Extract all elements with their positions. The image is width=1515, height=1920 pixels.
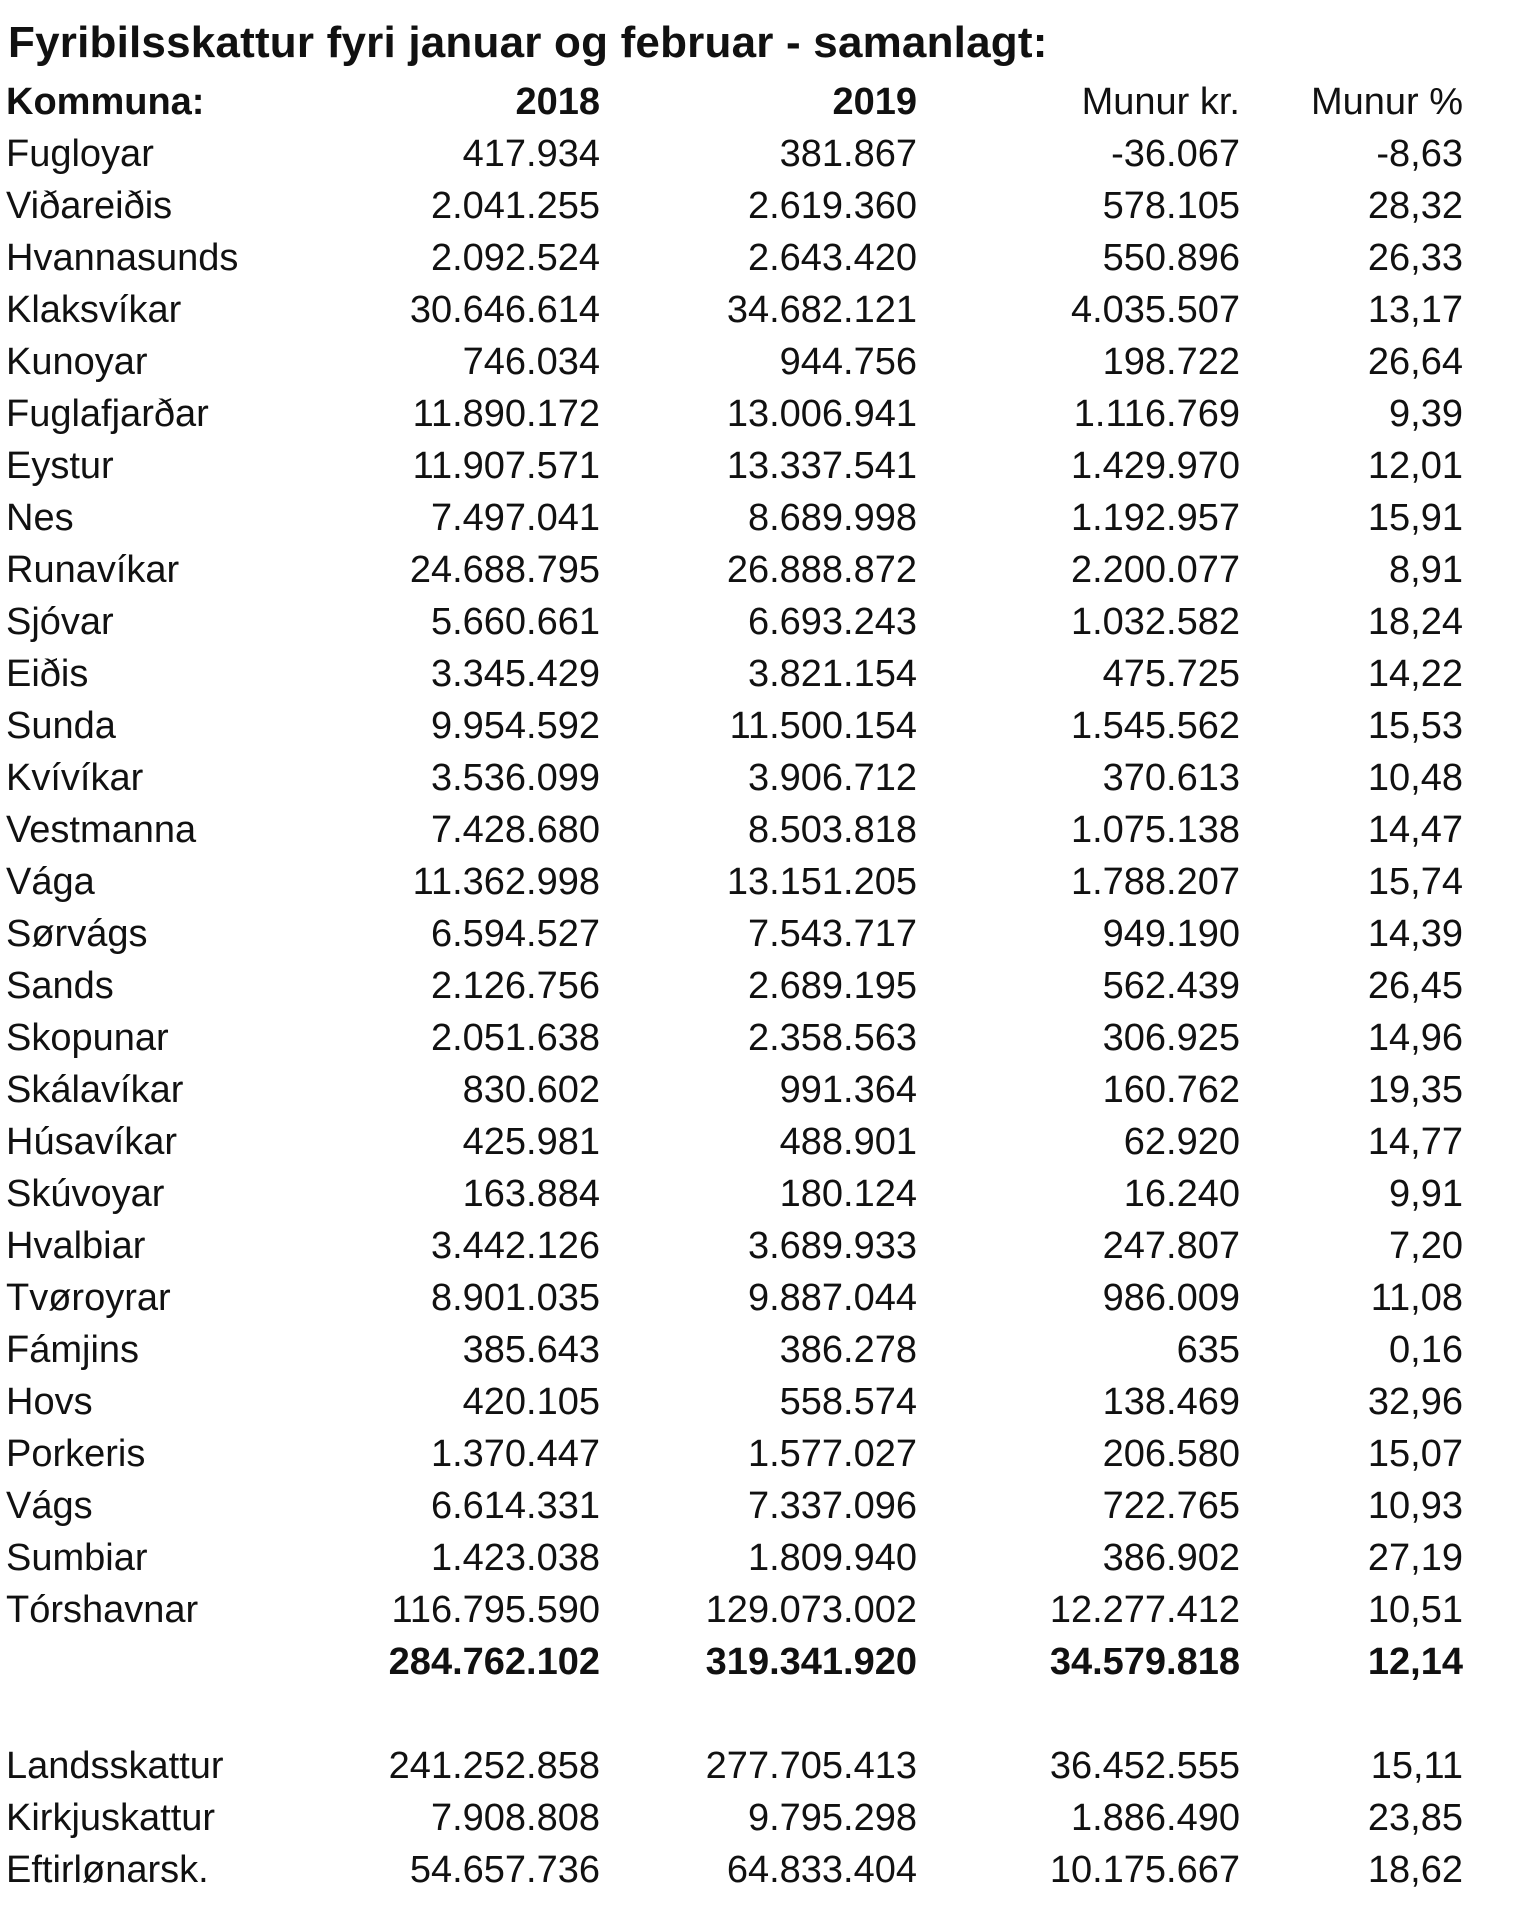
table-row bbox=[0, 1324, 1515, 1376]
row-diff-pct: 26,64 bbox=[1367, 341, 1463, 383]
row-2018: 6.594.527 bbox=[430, 913, 600, 955]
row-diff-kr: 550.896 bbox=[1102, 237, 1240, 279]
row-diff-kr: 138.469 bbox=[1102, 1381, 1240, 1423]
row-2019: 26.888.872 bbox=[726, 549, 917, 591]
row-name: Sjóvar bbox=[6, 601, 114, 643]
table-row bbox=[0, 128, 1515, 180]
row-diff-pct: 15,07 bbox=[1367, 1433, 1463, 1475]
row-diff-kr: 1.032.582 bbox=[1070, 601, 1240, 643]
row-2018: 24.688.795 bbox=[409, 549, 600, 591]
row-diff-pct: 18,62 bbox=[1367, 1849, 1463, 1891]
row-diff-kr: 386.902 bbox=[1102, 1537, 1240, 1579]
row-diff-kr: 475.725 bbox=[1102, 653, 1240, 695]
table-row bbox=[0, 492, 1515, 544]
row-2018: 385.643 bbox=[462, 1329, 600, 1371]
row-diff-kr: 198.722 bbox=[1102, 341, 1240, 383]
row-2019: 3.906.712 bbox=[747, 757, 917, 799]
row-name: Vágs bbox=[6, 1485, 93, 1527]
row-2018: 54.657.736 bbox=[409, 1849, 600, 1891]
row-diff-kr: 949.190 bbox=[1102, 913, 1240, 955]
row-diff-pct: -8,63 bbox=[1376, 133, 1463, 175]
table-row bbox=[0, 1064, 1515, 1116]
row-diff-kr: 16.240 bbox=[1123, 1173, 1240, 1215]
row-diff-kr: 635 bbox=[1176, 1329, 1240, 1371]
row-2018: 11.907.571 bbox=[412, 445, 600, 487]
header-municipality: Kommuna: bbox=[6, 81, 205, 123]
row-diff-kr: 10.175.667 bbox=[1049, 1849, 1240, 1891]
row-name: Skopunar bbox=[6, 1017, 169, 1059]
row-diff-kr: 1.116.769 bbox=[1073, 393, 1240, 435]
row-diff-pct: 26,33 bbox=[1367, 237, 1463, 279]
table-row bbox=[0, 908, 1515, 960]
row-2019: 558.574 bbox=[779, 1381, 917, 1423]
row-name: Tvøroyrar bbox=[6, 1277, 171, 1319]
row-diff-kr: 562.439 bbox=[1102, 965, 1240, 1007]
row-2018: 11.362.998 bbox=[412, 861, 600, 903]
table-row bbox=[0, 700, 1515, 752]
row-name: Runavíkar bbox=[6, 549, 180, 591]
row-2018: 420.105 bbox=[462, 1381, 600, 1423]
header-diff-pct: Munur % bbox=[1310, 81, 1463, 123]
table-row bbox=[0, 1584, 1515, 1636]
row-2019: 34.682.121 bbox=[726, 289, 917, 331]
row-2019: 11.500.154 bbox=[729, 705, 917, 747]
row-2018: 3.442.126 bbox=[430, 1225, 600, 1267]
table-row bbox=[0, 544, 1515, 596]
row-diff-pct: 32,96 bbox=[1367, 1381, 1463, 1423]
row-name: Kvívíkar bbox=[6, 757, 144, 799]
row-2019: 6.693.243 bbox=[747, 601, 917, 643]
row-diff-kr: 722.765 bbox=[1102, 1485, 1240, 1527]
row-diff-pct: 28,32 bbox=[1367, 185, 1463, 227]
row-diff-pct: 19,35 bbox=[1367, 1069, 1463, 1111]
row-diff-kr: 62.920 bbox=[1123, 1121, 1240, 1163]
row-name: Sørvágs bbox=[6, 913, 148, 955]
row-name: Hovs bbox=[6, 1381, 93, 1423]
row-name: Sands bbox=[6, 965, 114, 1007]
header-2018: 2018 bbox=[515, 81, 600, 123]
row-diff-pct: 10,93 bbox=[1367, 1485, 1463, 1527]
table-row bbox=[0, 284, 1515, 336]
table-row bbox=[0, 1272, 1515, 1324]
row-2019: 3.689.933 bbox=[747, 1225, 917, 1267]
table-row bbox=[0, 804, 1515, 856]
table-row bbox=[0, 1012, 1515, 1064]
table-row bbox=[0, 1792, 1515, 1844]
row-2018: 2.051.638 bbox=[430, 1017, 600, 1059]
total-2019: 319.341.920 bbox=[705, 1641, 917, 1683]
row-diff-kr: 1.788.207 bbox=[1070, 861, 1240, 903]
row-diff-pct: 15,53 bbox=[1367, 705, 1463, 747]
table-row bbox=[0, 856, 1515, 908]
row-2018: 7.428.680 bbox=[430, 809, 600, 851]
row-2018: 8.901.035 bbox=[430, 1277, 600, 1319]
table-row bbox=[0, 1376, 1515, 1428]
row-2019: 13.006.941 bbox=[726, 393, 917, 435]
row-diff-pct: 9,91 bbox=[1389, 1173, 1463, 1215]
row-2018: 5.660.661 bbox=[430, 601, 600, 643]
row-2019: 7.543.717 bbox=[747, 913, 917, 955]
row-diff-kr: 247.807 bbox=[1102, 1225, 1240, 1267]
header-diff-kr: Munur kr. bbox=[1081, 81, 1240, 123]
row-diff-kr: -36.067 bbox=[1111, 133, 1240, 175]
table-row bbox=[0, 1480, 1515, 1532]
row-name: Fugloyar bbox=[6, 133, 154, 175]
row-diff-pct: 12,01 bbox=[1367, 445, 1463, 487]
row-name: Hvannasunds bbox=[6, 237, 239, 279]
row-diff-kr: 1.192.957 bbox=[1070, 497, 1240, 539]
row-2018: 1.370.447 bbox=[430, 1433, 600, 1475]
row-diff-pct: 11,08 bbox=[1370, 1277, 1463, 1319]
row-name: Sunda bbox=[6, 705, 116, 747]
row-name: Kunoyar bbox=[6, 341, 148, 383]
row-diff-kr: 370.613 bbox=[1102, 757, 1240, 799]
row-name: Húsavíkar bbox=[6, 1121, 178, 1163]
row-diff-pct: 14,77 bbox=[1367, 1121, 1463, 1163]
row-2018: 11.890.172 bbox=[412, 393, 600, 435]
row-name: Nes bbox=[6, 497, 74, 539]
row-name: Klaksvíkar bbox=[6, 289, 182, 331]
table-row bbox=[0, 1168, 1515, 1220]
header-2019: 2019 bbox=[832, 81, 917, 123]
table-row bbox=[0, 1532, 1515, 1584]
row-diff-pct: 27,19 bbox=[1367, 1537, 1463, 1579]
row-diff-kr: 1.429.970 bbox=[1070, 445, 1240, 487]
row-diff-kr: 1.886.490 bbox=[1070, 1797, 1240, 1839]
row-2019: 13.337.541 bbox=[726, 445, 917, 487]
row-2019: 8.503.818 bbox=[747, 809, 917, 851]
row-2019: 129.073.002 bbox=[705, 1589, 917, 1631]
row-diff-pct: 26,45 bbox=[1367, 965, 1463, 1007]
row-diff-pct: 14,22 bbox=[1367, 653, 1463, 695]
row-diff-kr: 1.075.138 bbox=[1070, 809, 1240, 851]
row-2019: 13.151.205 bbox=[726, 861, 917, 903]
row-name: Hvalbiar bbox=[6, 1225, 146, 1267]
row-2019: 991.364 bbox=[779, 1069, 917, 1111]
table-row bbox=[0, 960, 1515, 1012]
row-2019: 9.887.044 bbox=[747, 1277, 917, 1319]
row-2019: 9.795.298 bbox=[747, 1797, 917, 1839]
row-diff-pct: 8,91 bbox=[1389, 549, 1463, 591]
table-row bbox=[0, 1116, 1515, 1168]
row-diff-pct: 15,74 bbox=[1367, 861, 1463, 903]
row-diff-kr: 12.277.412 bbox=[1049, 1589, 1240, 1631]
row-name: Eystur bbox=[6, 445, 114, 487]
row-diff-pct: 13,17 bbox=[1367, 289, 1463, 331]
row-diff-pct: 10,51 bbox=[1367, 1589, 1463, 1631]
row-2018: 2.041.255 bbox=[430, 185, 600, 227]
page-title: Fyribilsskattur fyri januar og februar - samanlagt: bbox=[8, 18, 1048, 67]
table-row bbox=[0, 388, 1515, 440]
table-row bbox=[0, 336, 1515, 388]
row-2018: 30.646.614 bbox=[409, 289, 600, 331]
row-diff-pct: 18,24 bbox=[1367, 601, 1463, 643]
row-name: Skálavíkar bbox=[6, 1069, 184, 1111]
table-row bbox=[0, 180, 1515, 232]
row-2019: 277.705.413 bbox=[705, 1745, 917, 1787]
row-name: Landsskattur bbox=[6, 1745, 224, 1787]
row-2018: 9.954.592 bbox=[430, 705, 600, 747]
row-name: Vága bbox=[6, 861, 95, 903]
row-name: Sumbiar bbox=[6, 1537, 148, 1579]
row-name: Skúvoyar bbox=[6, 1173, 165, 1215]
row-2019: 7.337.096 bbox=[747, 1485, 917, 1527]
row-name: Eftirlønarsk. bbox=[6, 1849, 209, 1891]
row-2018: 425.981 bbox=[462, 1121, 600, 1163]
table-row bbox=[0, 1220, 1515, 1272]
row-2018: 7.497.041 bbox=[430, 497, 600, 539]
row-2019: 2.358.563 bbox=[747, 1017, 917, 1059]
row-2018: 830.602 bbox=[462, 1069, 600, 1111]
row-2018: 7.908.808 bbox=[430, 1797, 600, 1839]
row-2019: 2.689.195 bbox=[747, 965, 917, 1007]
row-diff-pct: 15,11 bbox=[1370, 1745, 1463, 1787]
row-diff-kr: 1.545.562 bbox=[1070, 705, 1240, 747]
row-diff-pct: 10,48 bbox=[1367, 757, 1463, 799]
row-2019: 386.278 bbox=[779, 1329, 917, 1371]
row-name: Tórshavnar bbox=[6, 1589, 199, 1631]
total-diff-pct: 12,14 bbox=[1367, 1641, 1463, 1683]
row-diff-pct: 23,85 bbox=[1367, 1797, 1463, 1839]
table-header bbox=[0, 76, 1515, 128]
total-2018: 284.762.102 bbox=[388, 1641, 600, 1683]
table-row bbox=[0, 1844, 1515, 1896]
row-diff-kr: 306.925 bbox=[1102, 1017, 1240, 1059]
row-2019: 8.689.998 bbox=[747, 497, 917, 539]
row-2018: 3.345.429 bbox=[430, 653, 600, 695]
row-2019: 1.577.027 bbox=[747, 1433, 917, 1475]
row-name: Fuglafjarðar bbox=[6, 393, 209, 435]
row-2018: 163.884 bbox=[462, 1173, 600, 1215]
row-name: Porkeris bbox=[6, 1433, 146, 1475]
row-2019: 944.756 bbox=[779, 341, 917, 383]
row-name: Kirkjuskattur bbox=[6, 1797, 216, 1839]
table-row bbox=[0, 1428, 1515, 1480]
row-diff-pct: 14,96 bbox=[1367, 1017, 1463, 1059]
row-2018: 2.092.524 bbox=[430, 237, 600, 279]
table-row bbox=[0, 440, 1515, 492]
row-name: Vestmanna bbox=[6, 809, 197, 851]
row-diff-kr: 2.200.077 bbox=[1070, 549, 1240, 591]
row-diff-pct: 9,39 bbox=[1389, 393, 1463, 435]
row-2019: 64.833.404 bbox=[726, 1849, 917, 1891]
row-2018: 2.126.756 bbox=[430, 965, 600, 1007]
total-row bbox=[0, 1636, 1515, 1688]
row-diff-pct: 14,39 bbox=[1367, 913, 1463, 955]
row-2019: 2.619.360 bbox=[747, 185, 917, 227]
row-2018: 1.423.038 bbox=[430, 1537, 600, 1579]
row-diff-kr: 206.580 bbox=[1102, 1433, 1240, 1475]
table-row bbox=[0, 1740, 1515, 1792]
row-2018: 116.795.590 bbox=[391, 1589, 600, 1631]
row-diff-kr: 578.105 bbox=[1102, 185, 1240, 227]
table-row bbox=[0, 596, 1515, 648]
row-2019: 1.809.940 bbox=[747, 1537, 917, 1579]
row-2018: 417.934 bbox=[462, 133, 600, 175]
row-diff-kr: 36.452.555 bbox=[1049, 1745, 1240, 1787]
table-row bbox=[0, 752, 1515, 804]
total-diff-kr: 34.579.818 bbox=[1049, 1641, 1240, 1683]
row-diff-pct: 14,47 bbox=[1367, 809, 1463, 851]
row-2018: 241.252.858 bbox=[388, 1745, 600, 1787]
row-2019: 180.124 bbox=[779, 1173, 917, 1215]
row-2019: 381.867 bbox=[779, 133, 917, 175]
row-diff-kr: 986.009 bbox=[1102, 1277, 1240, 1319]
row-2019: 3.821.154 bbox=[747, 653, 917, 695]
row-diff-kr: 4.035.507 bbox=[1070, 289, 1240, 331]
row-2018: 746.034 bbox=[462, 341, 600, 383]
table-row bbox=[0, 648, 1515, 700]
row-diff-kr: 160.762 bbox=[1102, 1069, 1240, 1111]
row-2018: 3.536.099 bbox=[430, 757, 600, 799]
row-name: Fámjins bbox=[6, 1329, 140, 1371]
row-name: Viðareiðis bbox=[6, 185, 173, 227]
row-diff-pct: 7,20 bbox=[1389, 1225, 1463, 1267]
row-2019: 488.901 bbox=[779, 1121, 917, 1163]
row-2019: 2.643.420 bbox=[747, 237, 917, 279]
row-diff-pct: 15,91 bbox=[1367, 497, 1463, 539]
row-2018: 6.614.331 bbox=[430, 1485, 600, 1527]
table-row bbox=[0, 232, 1515, 284]
row-name: Eiðis bbox=[6, 653, 89, 695]
row-diff-pct: 0,16 bbox=[1389, 1329, 1463, 1371]
